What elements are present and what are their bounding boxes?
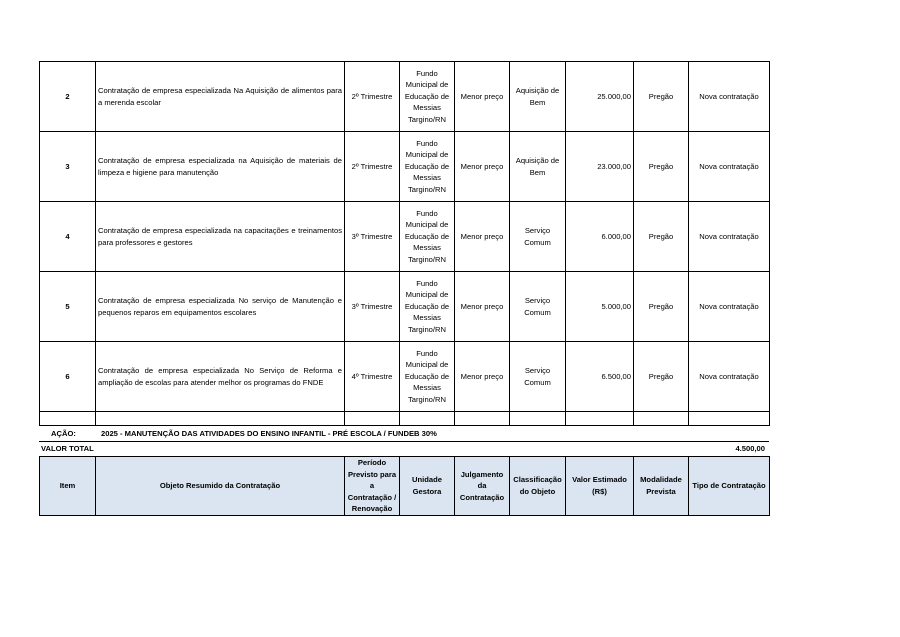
- header-julgamento: Julgamento da Contratação: [455, 457, 510, 516]
- cell-objeto: Contratação de empresa especializada Na Aquisição de alimentos para a merenda escolar: [96, 62, 345, 132]
- cell-periodo: 3º Trimestre: [345, 202, 400, 272]
- cell-valor: 6.000,00: [566, 202, 634, 272]
- empty-cell: [400, 412, 455, 426]
- cell-item: 5: [40, 272, 96, 342]
- cell-classificacao: Serviço Comum: [510, 272, 566, 342]
- cell-unidade: Fundo Municipal de Educação de Messias Targino/RN: [400, 62, 455, 132]
- cell-tipo: Nova contratação: [689, 202, 770, 272]
- empty-cell: [455, 412, 510, 426]
- cell-modalidade: Pregão: [634, 132, 689, 202]
- cell-modalidade: Pregão: [634, 342, 689, 412]
- cell-classificacao: Aquisição de Bem: [510, 62, 566, 132]
- blank-row: [40, 412, 770, 426]
- acao-label: AÇÃO:: [51, 429, 76, 438]
- cell-objeto: Contratação de empresa especializada No Serviço de Reforma e ampliação de escolas para atender melhor os programas do FNDE: [96, 342, 345, 412]
- cell-unidade: Fundo Municipal de Educação de Messias Targino/RN: [400, 272, 455, 342]
- contracting-plan-sheet: [39, 61, 769, 516]
- cell-valor: 6.500,00: [566, 342, 634, 412]
- cell-periodo: 4º Trimestre: [345, 342, 400, 412]
- cell-unidade: Fundo Municipal de Educação de Messias Targino/RN: [400, 202, 455, 272]
- cell-valor: 25.000,00: [566, 62, 634, 132]
- header-valor: Valor Estimado (R$): [566, 457, 634, 516]
- cell-valor: 5.000,00: [566, 272, 634, 342]
- header-periodo: Período Previsto para a Contratação / Renovação: [345, 457, 400, 516]
- cell-classificacao: Aquisição de Bem: [510, 132, 566, 202]
- cell-unidade: Fundo Municipal de Educação de Messias Targino/RN: [400, 132, 455, 202]
- empty-cell: [689, 412, 770, 426]
- cell-objeto: Contratação de empresa especializada No serviço de Manutenção e pequenos reparos em equipamentos escolares: [96, 272, 345, 342]
- cell-julgamento: Menor preço: [455, 342, 510, 412]
- valor-total-value: 4.500,00: [735, 444, 765, 453]
- table-row: [40, 272, 770, 342]
- cell-julgamento: Menor preço: [455, 202, 510, 272]
- cell-tipo: Nova contratação: [689, 62, 770, 132]
- cell-classificacao: Serviço Comum: [510, 202, 566, 272]
- table-row: [40, 132, 770, 202]
- cell-tipo: Nova contratação: [689, 342, 770, 412]
- header-unidade: Unidade Gestora: [400, 457, 455, 516]
- empty-cell: [566, 412, 634, 426]
- cell-item: 2: [40, 62, 96, 132]
- cell-tipo: Nova contratação: [689, 132, 770, 202]
- header-classificacao: Classificação do Objeto: [510, 457, 566, 516]
- table-row: [40, 62, 770, 132]
- empty-cell: [510, 412, 566, 426]
- cell-modalidade: Pregão: [634, 202, 689, 272]
- cell-julgamento: Menor preço: [455, 62, 510, 132]
- cell-periodo: 2º Trimestre: [345, 132, 400, 202]
- cell-valor: 23.000,00: [566, 132, 634, 202]
- acao-text: 2025 - MANUTENÇÃO DAS ATIVIDADES DO ENSINO INFANTIL - PRÉ ESCOLA / FUNDEB 30%: [101, 429, 437, 438]
- cell-item: 3: [40, 132, 96, 202]
- cell-classificacao: Serviço Comum: [510, 342, 566, 412]
- cell-periodo: 3º Trimestre: [345, 272, 400, 342]
- header-objeto: Objeto Resumido da Contratação: [96, 457, 345, 516]
- cell-julgamento: Menor preço: [455, 272, 510, 342]
- cell-item: 4: [40, 202, 96, 272]
- header-modalidade: Modalidade Prevista: [634, 457, 689, 516]
- header-table: [39, 456, 770, 516]
- cell-item: 6: [40, 342, 96, 412]
- contracts-table: [39, 61, 770, 426]
- header-tipo: Tipo de Contratação: [689, 457, 770, 516]
- valor-total-label: VALOR TOTAL: [41, 444, 94, 453]
- cell-tipo: Nova contratação: [689, 272, 770, 342]
- cell-objeto: Contratação de empresa especializada na capacitações e treinamentos para professores e gestores: [96, 202, 345, 272]
- acao-row: [39, 427, 769, 441]
- cell-objeto: Contratação de empresa especializada na Aquisição de materiais de limpeza e higiene para manutenção: [96, 132, 345, 202]
- valor-total-row: [39, 442, 769, 456]
- cell-modalidade: Pregão: [634, 62, 689, 132]
- header-item: Item: [40, 457, 96, 516]
- empty-cell: [345, 412, 400, 426]
- cell-unidade: Fundo Municipal de Educação de Messias Targino/RN: [400, 342, 455, 412]
- cell-periodo: 2º Trimestre: [345, 62, 400, 132]
- empty-cell: [40, 412, 96, 426]
- empty-cell: [96, 412, 345, 426]
- cell-modalidade: Pregão: [634, 272, 689, 342]
- empty-cell: [634, 412, 689, 426]
- table-row: [40, 342, 770, 412]
- table-row: [40, 202, 770, 272]
- header-row: [40, 457, 770, 516]
- cell-julgamento: Menor preço: [455, 132, 510, 202]
